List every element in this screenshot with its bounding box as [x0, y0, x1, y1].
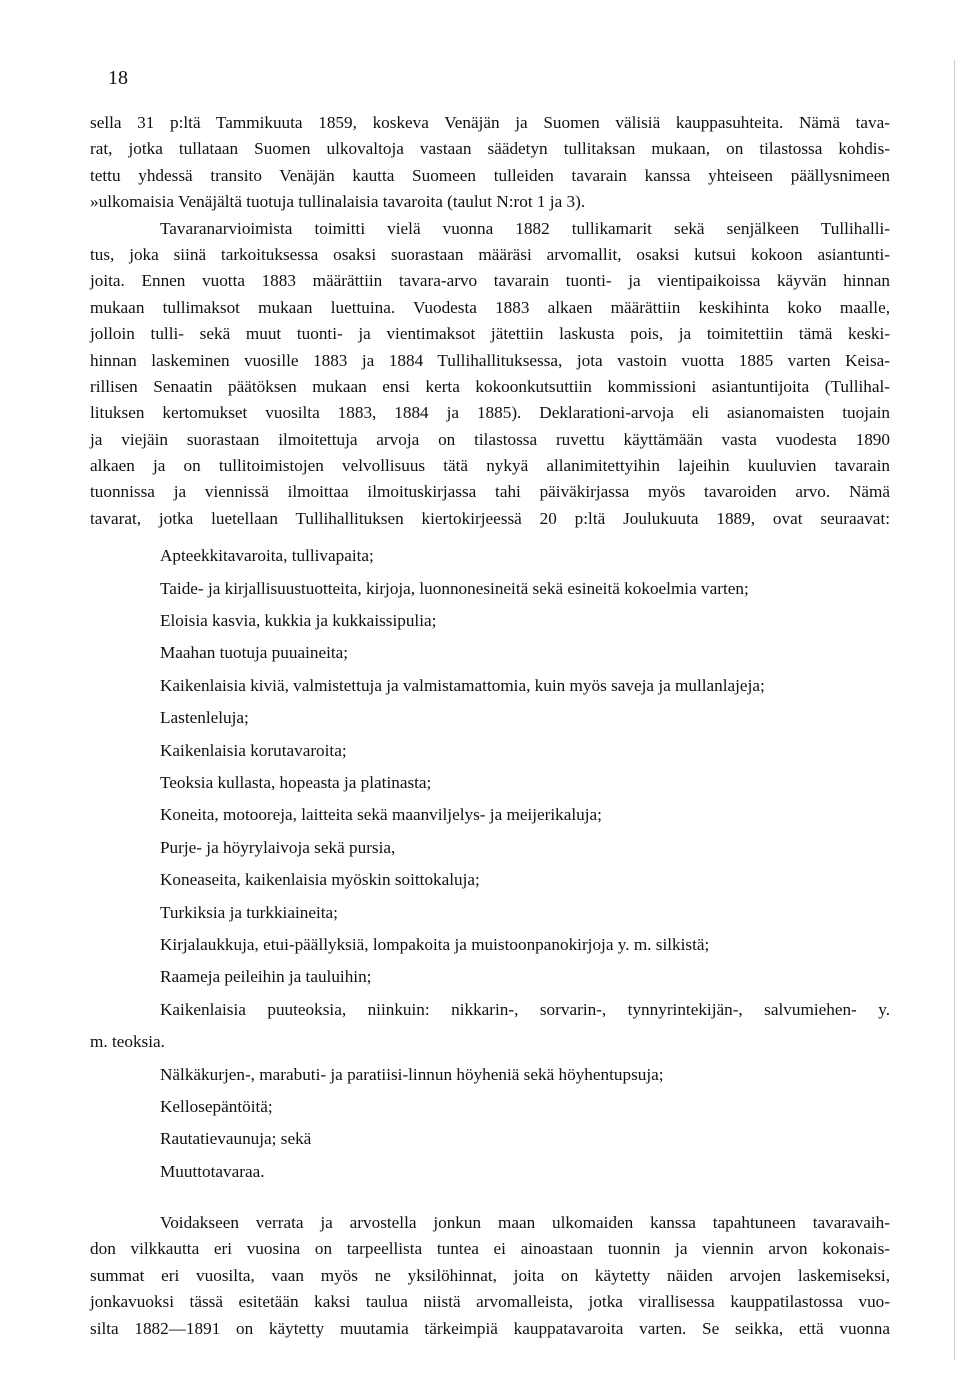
list-item: Maahan tuotuja puuaineita; — [160, 643, 349, 663]
list-item: Eloisia kasvia, kukkia ja kukkaissipulia; — [160, 611, 437, 631]
list-item: Raameja peileihin ja tauluihin; — [160, 967, 372, 987]
text-line: jolloin tulli- sekä muut tuonti- ja vientimaksot jätettiin laskusta pois, ja toimitettiin tämä keski- — [90, 324, 890, 344]
paragraph-1 — [90, 110, 890, 216]
text-line: summat eri vuosilta, vaan myös ne yksilöhinnat, joita on käytetty näiden arvojen laskemiseksi, — [90, 1265, 890, 1285]
scan-edge-line — [954, 60, 955, 1360]
text-line: don vilkkautta eri vuosina on tarpeellista tuntea ei ainoastaan tuonnin ja viennin arvon kokonais- — [90, 1239, 890, 1259]
list-item: Lastenleluja; — [160, 708, 249, 728]
text-line: tettu yhdessä transito Venäjän kautta Suomeen tulleiden tavarain kanssa yhteiseen päällysnimeen — [90, 165, 890, 185]
list-item: Muuttotavaraa. — [160, 1161, 265, 1181]
text-line: rat, jotka tullataan Suomen ulkovaltoja vastaan säädetyn tullitaksan mukaan, on tilastossa kohdis- — [90, 139, 890, 159]
page-number: 18 — [108, 67, 128, 89]
text-line: jonkavuoksi tässä esitetään kaksi taulua niistä arvomalleista, jotka virallisessa kauppatilastossa vuo- — [90, 1292, 890, 1312]
paragraph-gap — [90, 1198, 890, 1210]
text-line: tuonnissa ja viennissä ilmoittaa ilmoituskirjassa tahi päiväkirjassa myös tavaroiden arvo. Nämä — [90, 482, 890, 502]
text-line: sella 31 p:ltä Tammikuuta 1859, koskeva Venäjän ja Suomen välisiä kauppasuhteita. Nämä tava- — [90, 113, 890, 132]
list-item: Nälkäkurjen-, marabuti- ja paratiisi-linnun höyheniä sekä höyhentupsuja; — [160, 1064, 664, 1084]
list-item: Kaikenlaisia puuteoksia, niinkuin: nikkarin-, sorvarin-, tynnyrintekijän-, salvumiehen- y. — [160, 999, 890, 1019]
text-line: tus, joka siinä tarkoituksessa osaksi suorastaan määräsi arvomallit, osaksi kutsui kokoon asiantunti- — [90, 244, 890, 264]
list-item: Teoksia kullasta, hopeasta ja platinasta; — [160, 772, 432, 792]
text-line: ja viejäin suorastaan ilmoitettuja arvoja on tilastossa ruvettu käyttämään vasta vuodesta 1890 — [90, 429, 890, 449]
list-item: Koneaseita, kaikenlaisia myöskin soittokaluja; — [160, 870, 480, 890]
text-line: joita. Ennen vuotta 1883 määrättiin tavara-arvo tavarain tuonti- ja vientipaikoissa käyvän hinnan — [90, 271, 890, 291]
list-item: Kaikenlaisia kiviä, valmistettuja ja valmistamattomia, kuin myös saveja ja mullanlajeja; — [160, 675, 765, 695]
goods-list — [90, 540, 890, 1188]
text-line: Tavaranarvioimista toimitti vielä vuonna 1882 tullikamarit sekä senjälkeen Tullihalli- — [160, 218, 890, 238]
text-line: alkaen ja on tullitoimistojen velvollisuus tätä nykyä allanimitettyihin lajeihin kuuluvien tavarain — [90, 456, 890, 476]
list-item: Purje- ja höyrylaivoja sekä pursia, — [160, 837, 396, 857]
text-line: silta 1882—1891 on käytetty muutamia tärkeimpiä kauppatavaroita varten. Se seikka, että vuonna — [90, 1318, 890, 1338]
body-text — [90, 110, 890, 1342]
text-line: tavarat, jotka luetellaan Tullihallituksen kiertokirjeessä 20 p:ltä Joulukuuta 1889, ovat seuraavat: — [90, 508, 890, 528]
list-item: Kaikenlaisia korutavaroita; — [160, 740, 347, 760]
text-line: Voidakseen verrata ja arvostella jonkun maan ulkomaiden kanssa tapahtuneen tavaravaih- — [160, 1213, 890, 1233]
list-item: Turkiksia ja turkkiaineita; — [160, 902, 338, 922]
paragraph-3 — [90, 1210, 890, 1342]
text-line: »ulkomaisia Venäjältä tuotuja tullinalaisia tavaroita (taulut N:rot 1 ja 3). — [90, 192, 586, 212]
list-item: Kirjalaukkuja, etui-päällyksiä, lompakoita ja muistoonpanokirjoja y. m. silkistä; — [160, 934, 710, 954]
text-line: lituksen kertomukset vuosilta 1883, 1884 ja 1885). Deklarationi-arvoja eli asianomaisten tuojain — [90, 403, 890, 423]
list-item: Apteekkitavaroita, tullivapaita; — [160, 546, 374, 566]
list-item-continuation: m. teoksia. — [90, 1032, 165, 1052]
text-line: hinnan laskeminen vuosille 1883 ja 1884 Tullihallituksessa, jota vastoin vuotta 1885 varten Keisa- — [90, 350, 890, 370]
list-item: Kellosepäntöitä; — [160, 1096, 273, 1116]
list-item: Rautatievaunuja; sekä — [160, 1129, 312, 1149]
paragraph-2 — [90, 216, 890, 533]
text-line: rillisen Senaatin päätöksen mukaan ensi kerta kokoonkutsuttiin kommissioni asiantuntijoita (Tullihal- — [90, 376, 890, 396]
list-item: Koneita, motooreja, laitteita sekä maanviljelys- ja meijerikaluja; — [160, 805, 602, 825]
text-line: mukaan tullimaksot mukaan luettuina. Vuodesta 1883 alkaen määrättiin keskihinta koko maalle, — [90, 297, 890, 317]
list-item: Taide- ja kirjallisuustuotteita, kirjoja, luonnonesineitä sekä esineitä kokoelmia varten; — [160, 578, 749, 598]
